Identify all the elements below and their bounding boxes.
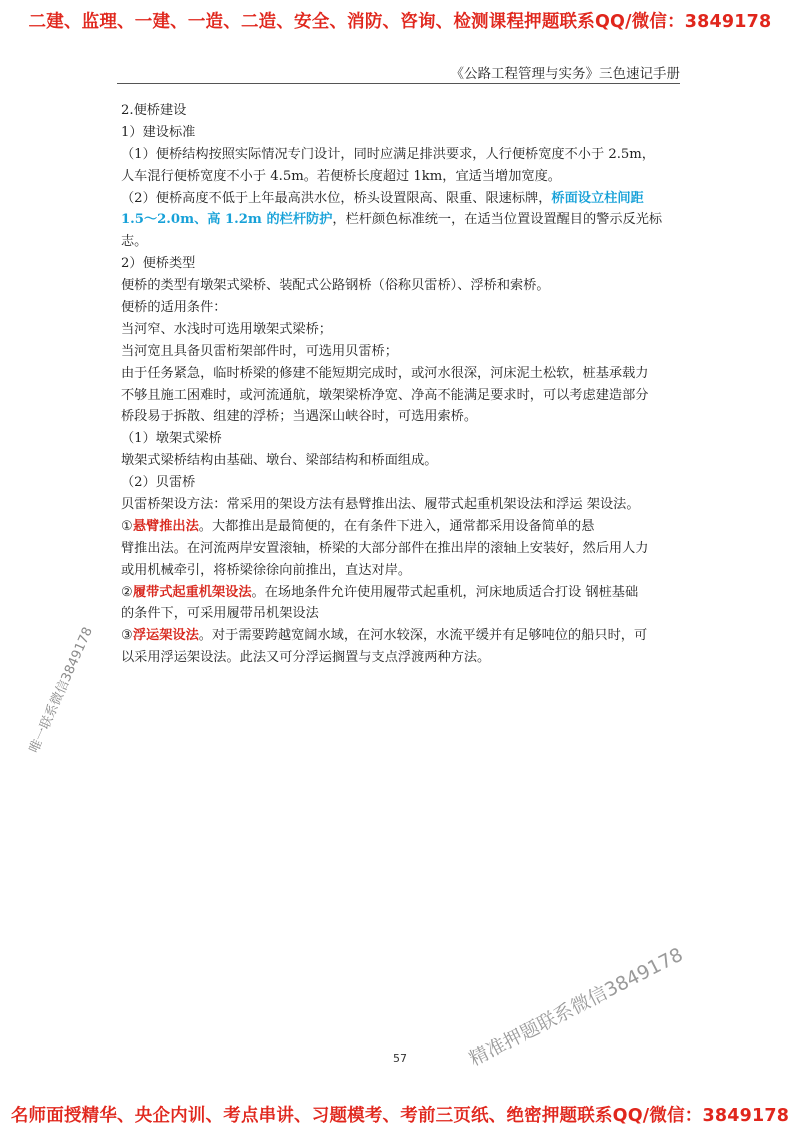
paragraph-line: 桥段易于拆散、组建的浮桥；当遇深山峡谷时，可选用索桥。 [121,409,478,425]
paragraph-line: 贝雷桥架设方法：常采用的架设方法有悬臂推出法、履带式起重机架设法和浮运 架设法。 [121,497,640,513]
paragraph-line: 不够且施工困难时，或河流通航，墩架梁桥净宽、净高不能满足要求时，可以考虑建造部分 [121,387,649,403]
watermark-left: 唯一联系微信3849178 [26,625,96,756]
page-body [121,100,686,669]
page-number: 57 [393,1052,407,1065]
subsection-heading: （2）贝雷桥 [121,475,196,491]
header-rule [117,83,680,84]
paragraph-line [121,209,686,231]
subsection-heading: （1）墩架式梁桥 [121,431,222,447]
list-marker: ③ [121,628,133,644]
text-span: 。大都推出是最简便的 [198,518,331,534]
section-heading: 2.便桥建设 [121,103,187,118]
text-span: （2）便桥高度不低于上年最高洪水位，桥头设置限高、限重、限速标牌， [121,190,552,206]
paragraph-line [121,516,686,538]
list-marker: ① [121,518,133,534]
paragraph-line: 或用机械牵引，将桥梁徐徐向前推出，直达对岸。 [121,562,412,578]
paragraph-line: 当河宽且具备贝雷桁架部件时，可选用贝雷桥； [121,343,398,359]
top-promo-banner: 二建、监理、一建、一造、二造、安全、消防、咨询、检测课程押题联系QQ/微信：3849178 [28,12,772,32]
paragraph-line: 当河窄、水浅时可选用墩架式梁桥； [121,321,332,337]
bottom-promo-banner: 名师面授精华、央企内训、考点串讲、习题模考、考前三页纸、绝密押题联系QQ/微信：3849178 [10,1106,790,1126]
text-span: ，在有条件下进入，通常都采用设备简单的悬 [330,518,595,534]
subsection-heading: 1）建设标准 [121,124,196,140]
highlight-blue: 桥面设立柱间距 [551,190,644,206]
paragraph-line: 由于任务紧急，临时桥梁的修建不能短期完成时，或河水很深，河床泥土松软，桩基承载力 [121,365,649,381]
running-header: 《公路工程管理与实务》三色速记手册 [450,66,680,82]
highlight-red: 悬臂推出法 [132,518,199,534]
paragraph-line: 志。 [121,234,148,250]
highlight-blue: 1.5～2.0m、高 1.2m 的栏杆防护 [121,212,333,228]
paragraph-line: 便桥的类型有墩架式梁桥、装配式公路钢桥（俗称贝雷桥）、浮桥和索桥。 [121,278,550,294]
highlight-red: 履带式起重机架设法 [132,584,252,600]
paragraph-line: 以采用浮运架设法。此法又可分浮运搁置与支点浮渡两种方法。 [121,650,491,666]
watermark-right: 精准押题联系微信3849178 [465,943,687,1071]
paragraph-line: 的条件下，可采用履带吊机架设法 [121,606,319,622]
paragraph-line: 墩架式梁桥结构由基础、墩台、梁部结构和桥面组成。 [121,453,438,469]
list-marker: ② [121,584,133,600]
highlight-red: 浮运架设法 [132,628,199,644]
paragraph-line [121,625,686,647]
paragraph-line [121,582,686,604]
paragraph-line: 臂推出法。在河流两岸安置滚轴，桥梁的大部分部件在推出岸的滚轴上安装好，然后用人力 [121,540,649,556]
paragraph-line: （1）便桥结构按照实际情况专门设计，同时应满足排洪要求，人行便桥宽度不小于 2.5m， [121,146,655,162]
text-span: 。对于需要跨越宽阔水域，在河水较深，水流平缓并有足够吨位的船只时，可 [198,628,648,644]
subsection-heading: 2）便桥类型 [121,256,196,272]
text-span: ，栏杆颜色标准统一，在适当位置设置醒目的警示反光标 [332,212,663,228]
paragraph-line: 人车混行便桥宽度不小于 4.5m。若便桥长度超过 1km，宜适当增加宽度。 [121,168,561,184]
paragraph-line [121,188,686,210]
paragraph-line: 便桥的适用条件： [121,300,227,316]
text-span: 。在场地条件允许使用履带式起重机，河床地质适合打设 钢桩基础 [251,584,639,600]
